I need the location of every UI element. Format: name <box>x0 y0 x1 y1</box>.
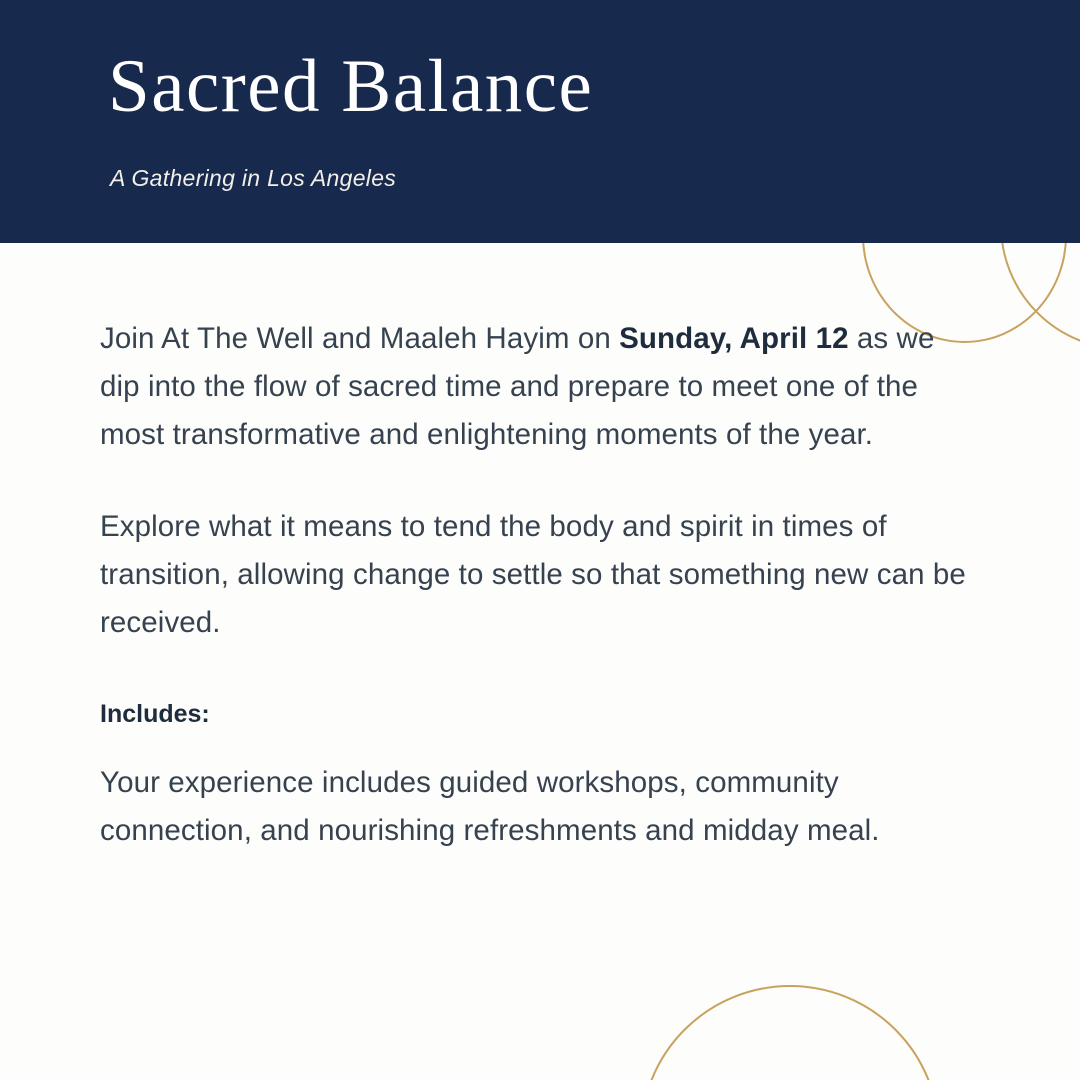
paragraph-intro-part-1: Join At The Well and Maaleh Hayim on <box>100 322 620 355</box>
page-subtitle: A Gathering in Los Angeles <box>110 165 397 191</box>
event-date-emphasis: Sunday, April 12 <box>619 322 849 355</box>
body-copy <box>100 315 968 855</box>
paragraph-explore: Explore what it means to tend the body and spirit in times of transition, allowing change to settle so that something new can be received. <box>100 510 966 639</box>
includes-label: Includes: <box>100 700 210 728</box>
page-title: Sacred Balance <box>108 45 594 128</box>
header-band <box>0 0 1080 243</box>
gold-circle-outline-bottom-icon <box>640 985 940 1080</box>
paragraph-intro-part-2: as we dip into the flow of sacred time and prepare to meet one of the most transformative and enlightening moments of the year. <box>100 322 935 451</box>
paragraph-includes-detail: Your experience includes guided workshops, community connection, and nourishing refreshments and midday meal. <box>100 766 880 847</box>
paragraph-intro <box>100 315 968 459</box>
